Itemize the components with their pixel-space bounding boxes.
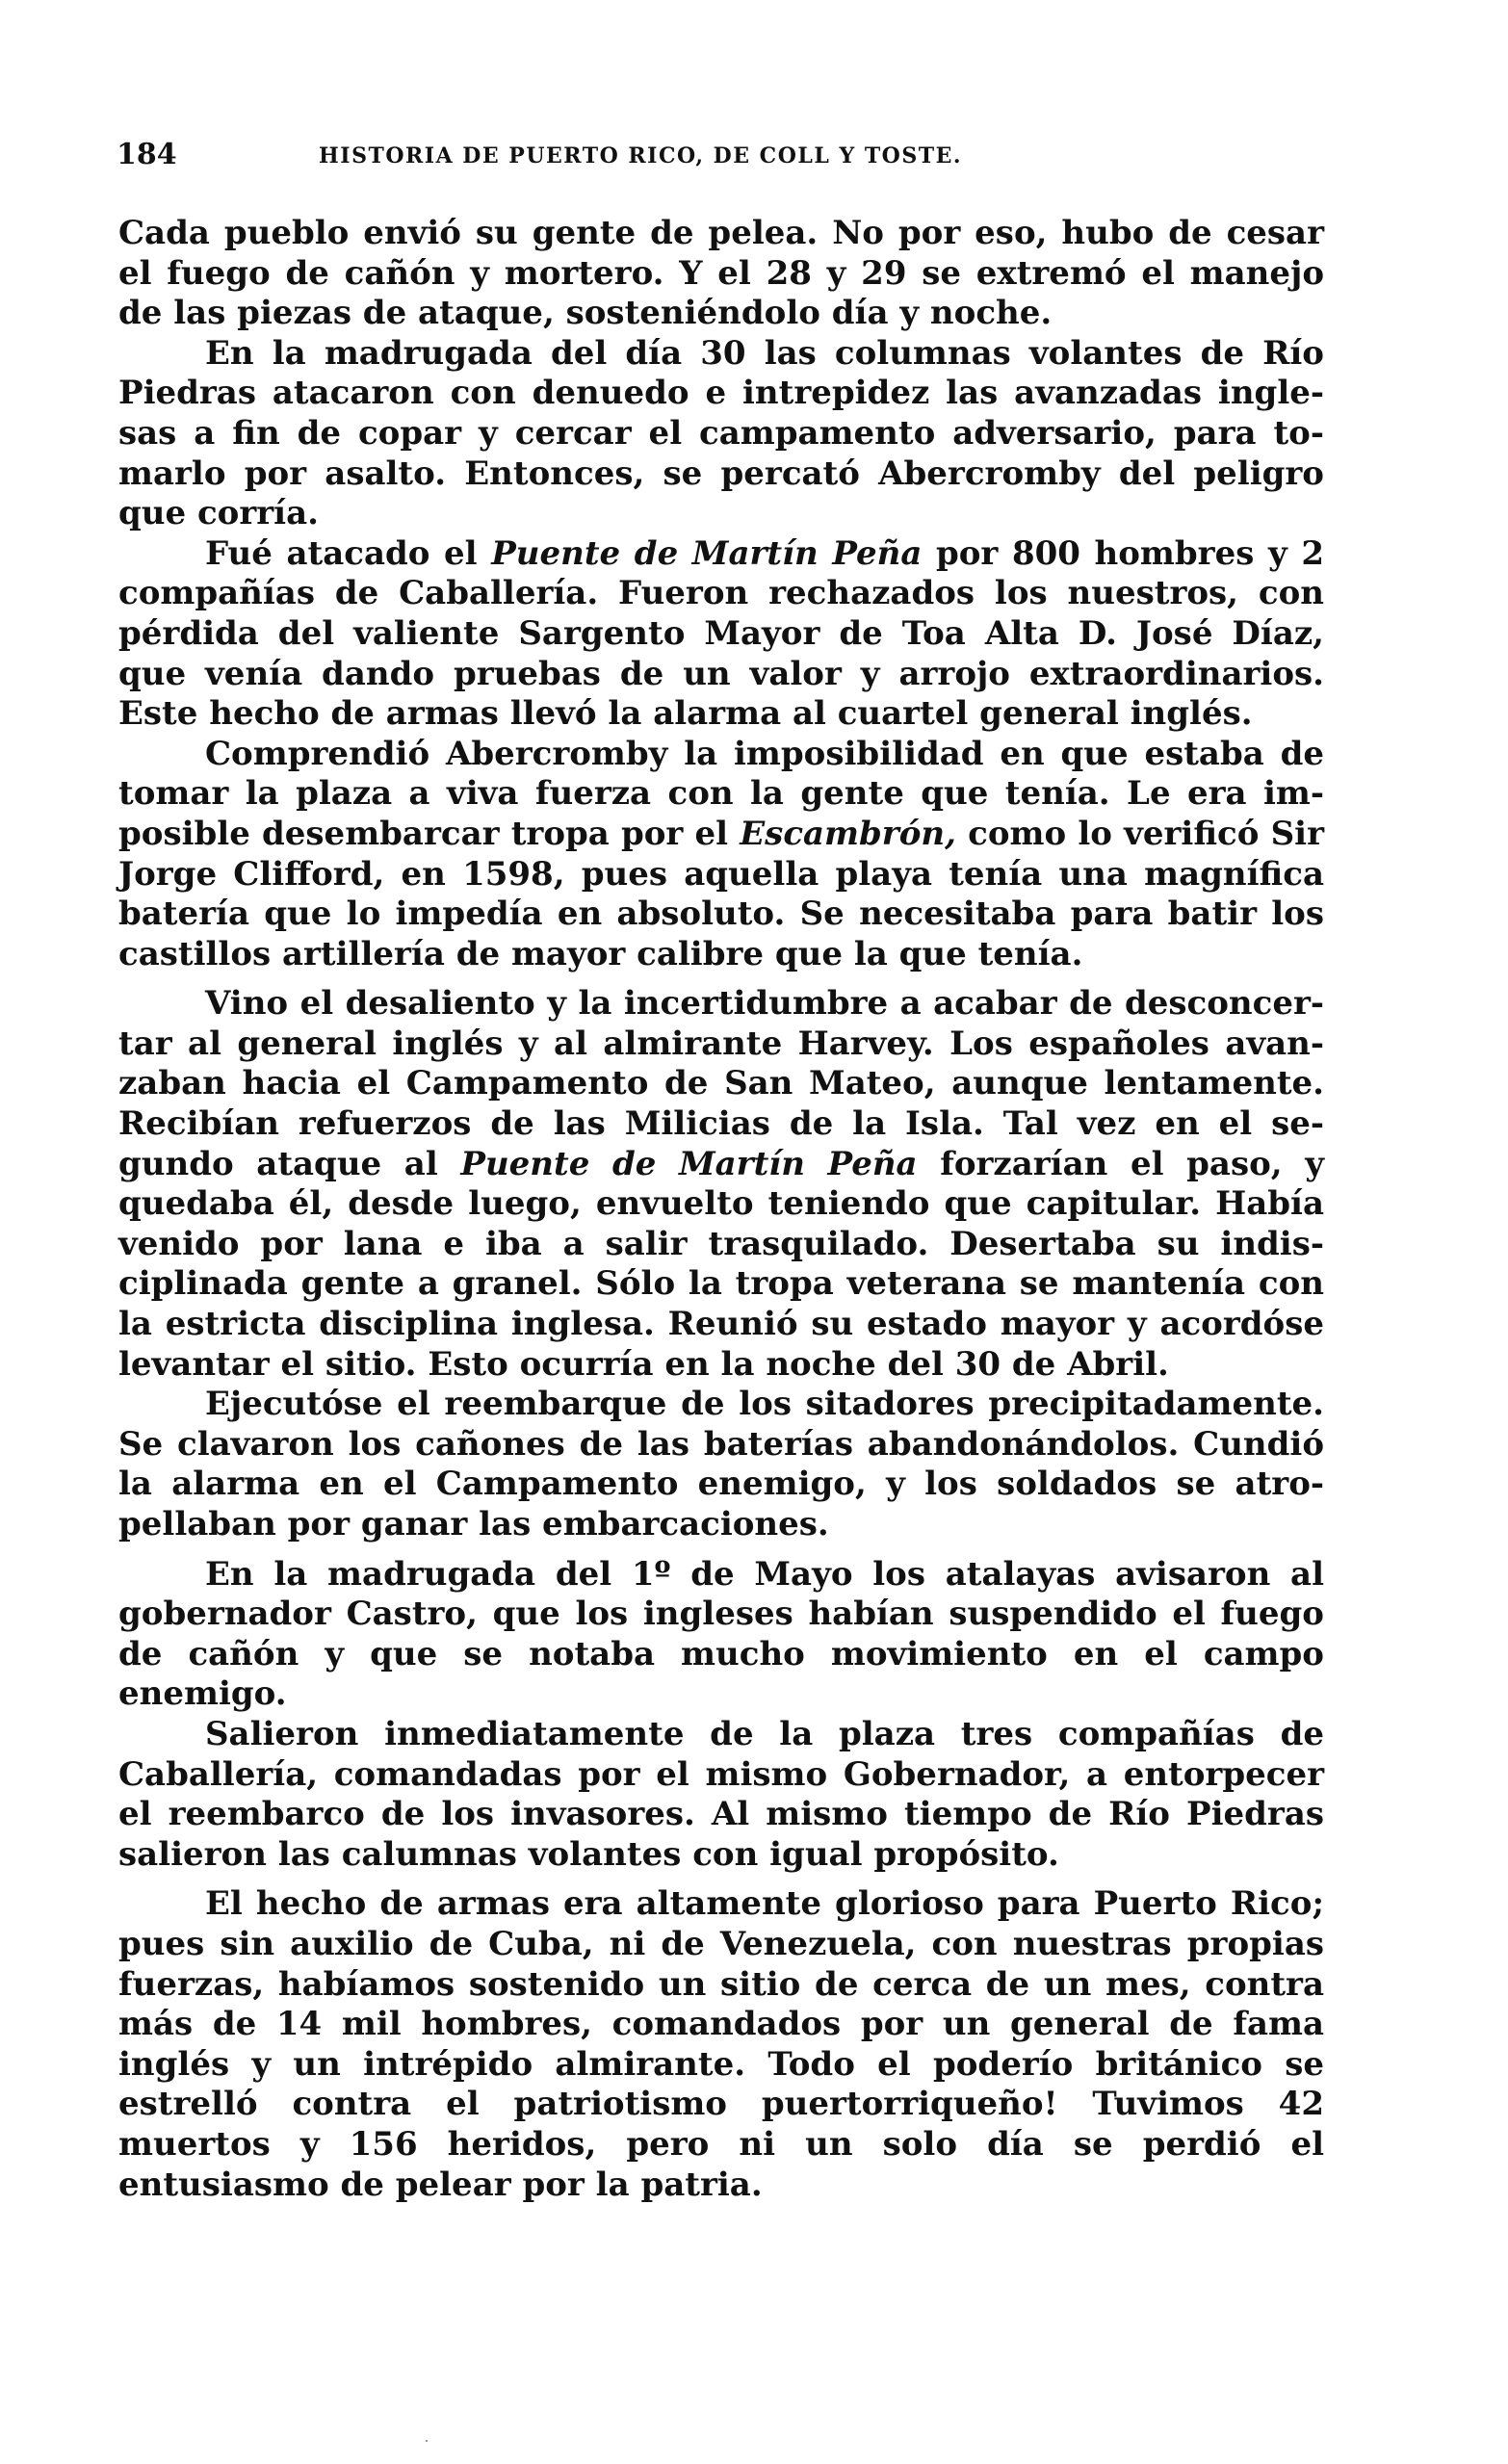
page-header [117, 138, 1320, 176]
text-segment: Vino el desaliento y la incertidumbre a acabar de desconcertar al general inglés y al almirante Harvey. Los españoles avanzaban hacia el Campamento de San Mateo, aunque lentamente. Recibían refuerzos de las Milicias de la Isla. Tal vez en el segundo ataque al [118, 984, 1324, 1183]
text-segment: como lo verificó Sir Jorge Clifford, en 1598, pues aquella playa tenía una magnífica batería que lo impedía en absoluto. Se necesitaba para batir los castillos artillería de mayor calibre que la que tenía. [118, 814, 1324, 973]
text-segment: Salieron inmediatamente de la plaza tres compañías de Caballería, comandadas por el mismo Gobernador, a entorpecer el reembarco de los invasores. Al mismo tiempo de Río Piedras salieron las calumnas volantes con igual propósito. [118, 1714, 1324, 1874]
text-segment: por 800 hombres y 2 compañías de Caballería. Fueron rechazados los nuestros, con pérdida del valiente Sargento Mayor de Toa Alta D. José Díaz, que venía dando pruebas de un valor y arrojo extraordinarios. Este hecho de armas llevó la alarma al cuartel general inglés. [118, 533, 1324, 734]
paragraph [118, 214, 1324, 334]
paragraph [118, 1385, 1324, 1544]
text-segment: forzarían el paso, y quedaba él, desde luego, envuelto teniendo que capitular. Había venido por lana e iba a salir trasquilado. Desertaba su indisciplinada gente a granel. Sólo la tropa veterana se mantenía con la estricta disciplina inglesa. Reunió su estado mayor y acordóse levantar el sitio. Esto ocurría en la noche del 30 de Abril. [118, 1144, 1324, 1384]
paragraph [118, 735, 1324, 975]
page-number: 184 [117, 138, 177, 171]
italic-place-name: Escambrón, [740, 814, 956, 853]
running-title: HISTORIA DE PUERTO RICO, DE COLL Y TOSTE. [319, 143, 963, 169]
italic-place-name: Puente de Martín Peña [460, 1144, 918, 1183]
paragraph [118, 984, 1324, 1385]
paragraph [118, 1715, 1324, 1875]
text-segment: En la madrugada del 1º de Mayo los atalayas avisaron al gobernador Castro, que los ingleses habían suspendido el fuego de cañón y que se notaba mucho movimiento en el campo enemigo. [118, 1554, 1324, 1714]
body-text [118, 214, 1324, 2205]
italic-place-name: Puente de Martín Peña [491, 533, 923, 573]
paragraph [118, 1884, 1324, 2205]
text-segment: Cada pueblo envió su gente de pelea. No por eso, hubo de cesar el fuego de cañón y mortero. Y el 28 y 29 se extremó el manejo de las piezas de ataque, sosteniéndolo día y noche. [118, 214, 1324, 333]
text-segment: Fué atacado el [205, 533, 492, 573]
paragraph [118, 334, 1324, 534]
text-segment: El hecho de armas era altamente glorioso para Puerto Rico; pues sin auxilio de Cuba, ni de Venezuela, con nuestras propias fuerzas, habíamos sostenido un sitio de cerca de un mes, contra más de 14 mil hombres, comandados por un general de fama inglés y un intrépido almirante. Todo el poderío británico se estrelló contra el patriotismo puertorriqueño! Tuvimos 42 muertos y 156 heridos, pero ni un solo día se perdió el entusiasmo de pelear por la patria. [118, 1884, 1324, 2204]
text-segment: Ejecutóse el reembarque de los sitadores precipitadamente. Se clavaron los cañones de las baterías abandonándolos. Cundió la alarma en el Campamento enemigo, y los soldados se atropellaban por ganar las embarcaciones. [118, 1385, 1324, 1543]
paragraph [118, 534, 1324, 735]
text-segment: Comprendió Abercromby la imposibilidad en que estaba de tomar la plaza a viva fuerza con la gente que tenía. Le era imposible desembarcar tropa por el [118, 734, 1324, 853]
text-segment: En la madrugada del día 30 las columnas volantes de Río Piedras atacaron con denuedo e intrepidez las avanzadas inglesas a fin de copar y cercar el campamento adversario, para tomarlo por asalto. Entonces, se percató Abercromby del peligro que corría. [118, 333, 1324, 533]
print-speck [426, 2440, 428, 2442]
paragraph [118, 1555, 1324, 1715]
